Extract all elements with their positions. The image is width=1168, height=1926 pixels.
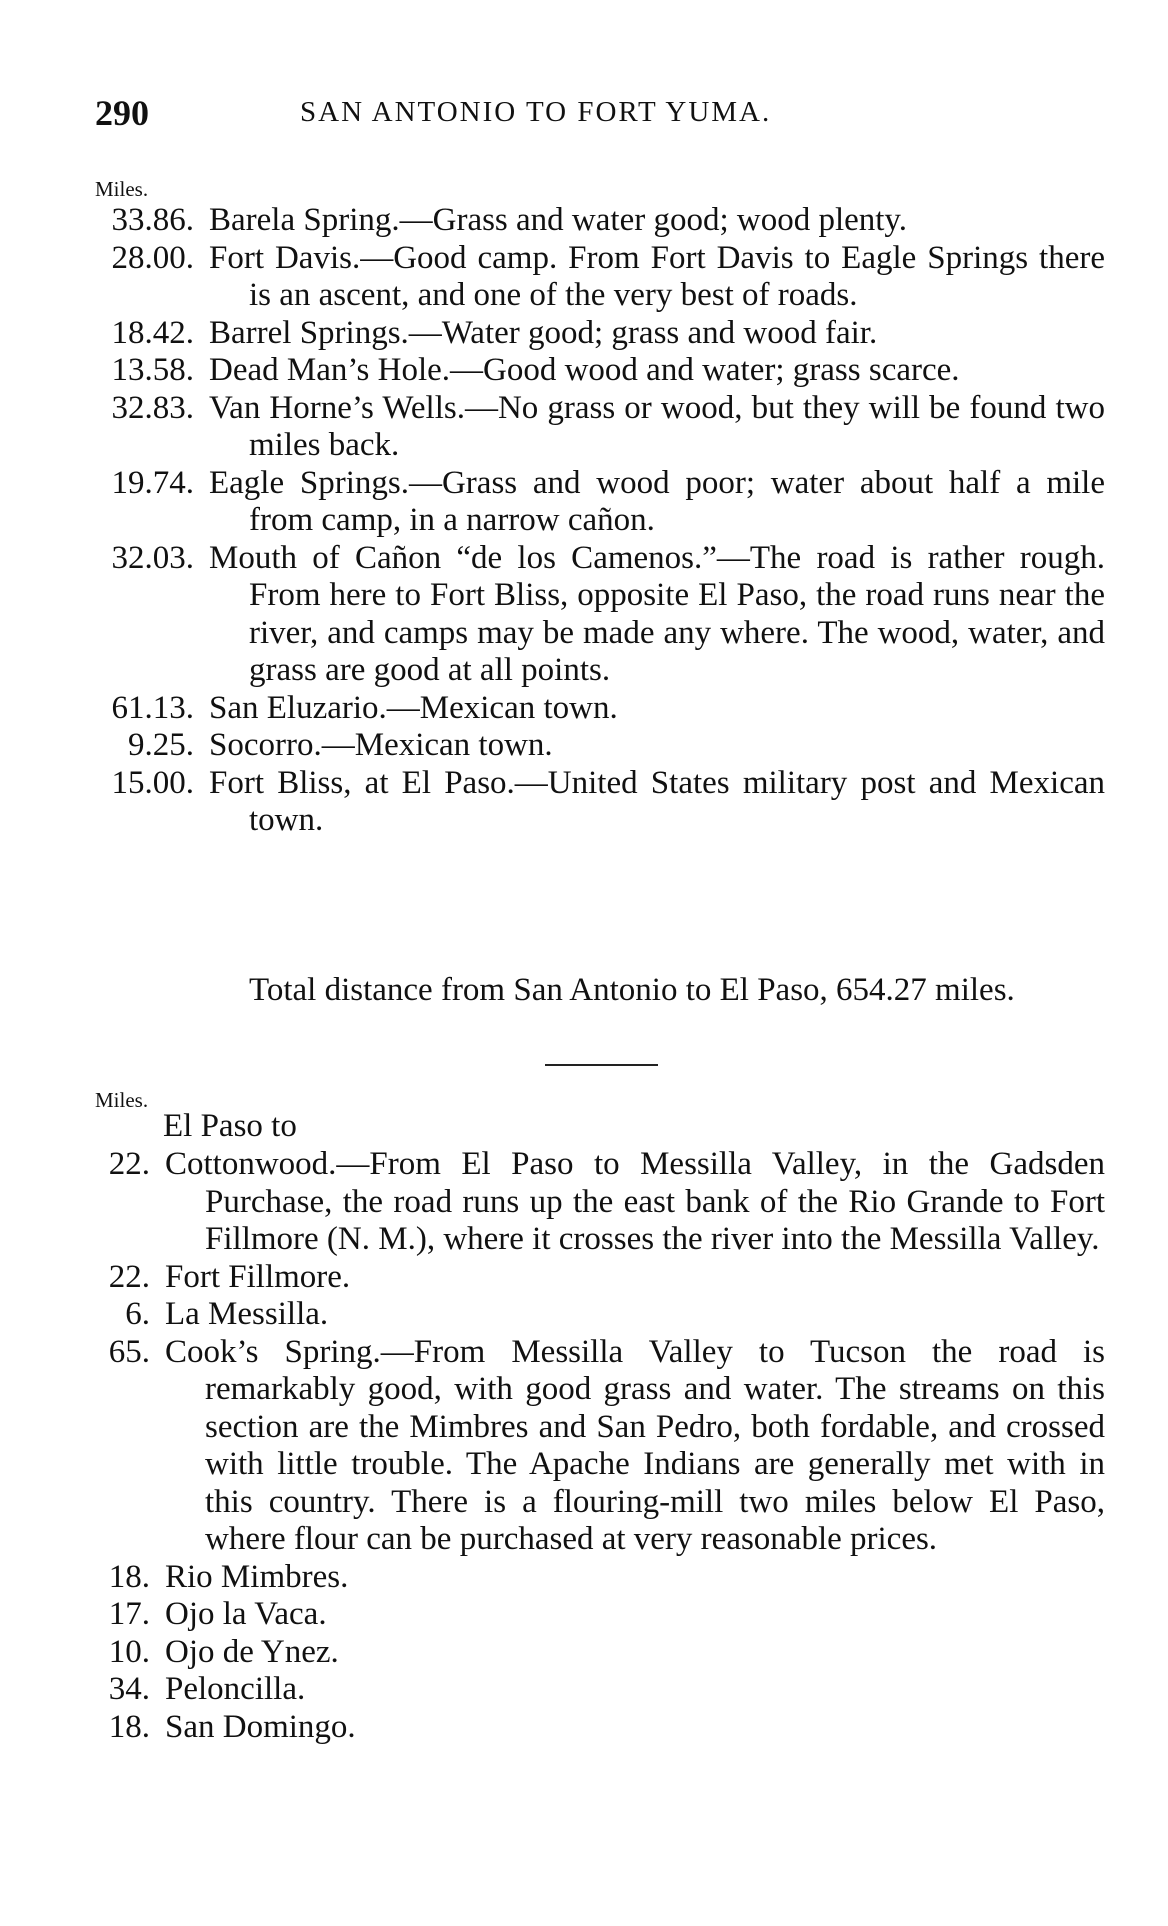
entry-text: San Eluzario.—Mexican town. (209, 689, 618, 726)
entry-text: Barrel Springs.—Water good; grass and wood fair. (209, 314, 878, 351)
entry-miles: 15.00. (111, 764, 194, 801)
entry-san-domingo (95, 1709, 1105, 1747)
entry-miles: 17. (108, 1596, 150, 1632)
entry-miles: 32.03. (111, 539, 194, 576)
entry-fort-davis (95, 240, 1105, 315)
page-number: 290 (95, 93, 149, 133)
entry-miles: 34. (108, 1671, 150, 1707)
section1-entries (95, 202, 1105, 840)
entry-ojo-de-ynez (95, 1634, 1105, 1672)
entry-eagle-springs (95, 465, 1105, 540)
entry-miles: 22. (108, 1146, 150, 1182)
entry-san-eluzario (95, 690, 1105, 728)
entry-miles: 32.83. (111, 389, 194, 426)
entry-mouth-of-canon (95, 540, 1105, 690)
entry-text: Ojo de Ynez. (165, 1633, 339, 1670)
miles-label-1: Miles. (95, 177, 149, 201)
entry-miles: 28.00. (111, 239, 194, 276)
entry-miles: 61.13. (111, 689, 194, 726)
section-divider (545, 1064, 658, 1066)
entry-barrel-springs (95, 315, 1105, 353)
entry-miles: 18.42. (111, 314, 194, 351)
entry-cottonwood (95, 1146, 1105, 1259)
entry-dead-mans-hole (95, 352, 1105, 390)
entry-fort-bliss (95, 765, 1105, 840)
entry-text: Van Horne’s Wells.—No grass or wood, but they will be found two miles back. (209, 389, 1105, 463)
entry-miles: 33.86. (111, 202, 194, 238)
entry-text: Fort Bliss, at El Paso.—United States military post and Mexican town. (209, 764, 1105, 838)
miles-label-2: Miles. (95, 1088, 149, 1112)
route-start: El Paso to (163, 1108, 297, 1144)
entry-miles: 65. (108, 1333, 150, 1370)
entry-miles: 22. (108, 1258, 150, 1295)
entry-text: Ojo la Vaca. (165, 1596, 327, 1632)
entry-text: Eagle Springs.—Grass and wood poor; water about half a mile from camp, in a narrow cañon. (209, 464, 1105, 538)
entry-text: Mouth of Cañon “de los Camenos.”—The road is rather rough. From here to Fort Bliss, opposite El Paso, the road runs near the river, and camps may be made any where. The wood, water, and grass are good at all points. (209, 539, 1105, 688)
entry-text: Rio Mimbres. (165, 1558, 349, 1595)
entry-van-hornes-wells (95, 390, 1105, 465)
entry-miles: 19.74. (111, 464, 194, 501)
section2-entries (95, 1146, 1105, 1746)
entry-miles: 13.58. (111, 352, 194, 388)
running-title: SAN ANTONIO TO FORT YUMA. (300, 96, 772, 128)
entry-miles: 18. (108, 1558, 150, 1595)
entry-rio-mimbres (95, 1559, 1105, 1597)
entry-text: Dead Man’s Hole.—Good wood and water; grass scarce. (209, 352, 960, 388)
entry-text: Cook’s Spring.—From Messilla Valley to Tucson the road is remarkably good, with good grass and water. The streams on this section are the Mimbres and San Pedro, both fordable, and crossed with little trouble. The Apache Indians are generally met with in this country. There is a flouring-mill two miles below El Paso, where flour can be purchased at very reasonable prices. (165, 1333, 1105, 1557)
entry-text: La Messilla. (165, 1296, 329, 1332)
entry-la-messilla (95, 1296, 1105, 1334)
entry-barela-spring (95, 202, 1105, 240)
entry-text: Peloncilla. (165, 1671, 306, 1707)
entry-fort-fillmore (95, 1259, 1105, 1297)
page-header (95, 92, 1105, 132)
entry-peloncilla (95, 1671, 1105, 1709)
entry-text: Cottonwood.—From El Paso to Messilla Valley, in the Gadsden Purchase, the road runs up the east bank of the Rio Grande to Fort Fillmore (N. M.), where it crosses the river into the Messilla Valley. (165, 1146, 1105, 1257)
entry-socorro (95, 727, 1105, 765)
entry-miles: 10. (108, 1633, 150, 1670)
entry-text: Socorro.—Mexican town. (209, 727, 553, 763)
entry-text: Barela Spring.—Grass and water good; wood plenty. (209, 202, 908, 238)
entry-miles: 18. (108, 1708, 150, 1745)
total-distance: Total distance from San Antonio to El Paso, 654.27 miles. (249, 972, 1015, 1008)
entry-cooks-spring (95, 1334, 1105, 1559)
entry-text: Fort Fillmore. (165, 1258, 351, 1295)
entry-miles: 9.25. (128, 727, 194, 763)
entry-text: San Domingo. (165, 1708, 356, 1745)
entry-ojo-la-vaca (95, 1596, 1105, 1634)
entry-miles: 6. (125, 1296, 150, 1332)
entry-text: Fort Davis.—Good camp. From Fort Davis to Eagle Springs there is an ascent, and one of the very best of roads. (209, 239, 1105, 313)
